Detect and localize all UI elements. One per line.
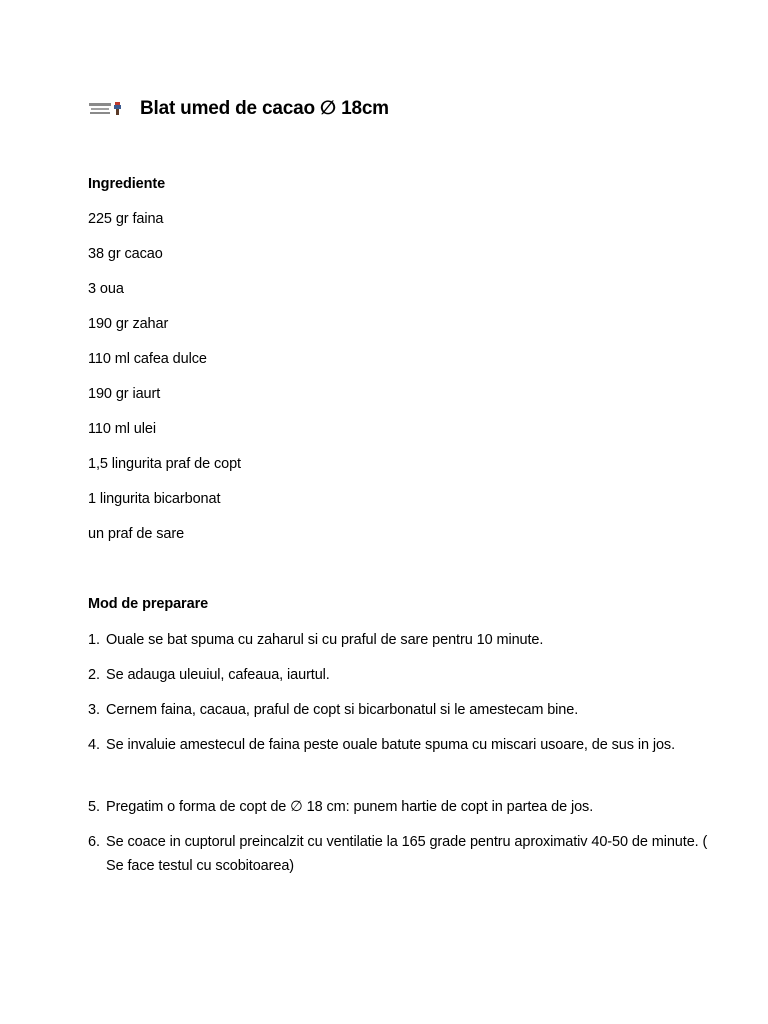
step-text: Se invaluie amestecul de faina peste ouale batute spuma cu miscari usoare, de sus in jos. <box>106 737 676 753</box>
step-text: Ouale se bat spuma cu zaharul si cu praful de sare pentru 10 minute. <box>106 632 544 648</box>
step-text: Se coace in cuptorul preincalzit cu ventilatie la 165 grade pentru aproximativ 40-50 de minute. ( Se face testul cu scobitoarea) <box>106 834 708 874</box>
step-text: Se adauga uleuiul, cafeaua, iaurtul. <box>106 667 330 683</box>
step-number: 4. <box>88 737 100 753</box>
step-number: 2. <box>88 667 100 683</box>
ingredient-item: 225 gr faina <box>88 211 164 227</box>
ingredient-item: 3 oua <box>88 281 124 297</box>
method-step <box>88 733 718 757</box>
ingredient-item: 190 gr zahar <box>88 316 169 332</box>
ingredient-item: 190 gr iaurt <box>88 386 161 402</box>
step-text: Pregatim o forma de copt de ∅ 18 cm: punem hartie de copt in partea de jos. <box>106 799 594 815</box>
method-step <box>88 663 718 687</box>
method-step <box>88 830 718 878</box>
method-step <box>88 628 718 652</box>
ingredient-item: un praf de sare <box>88 526 185 542</box>
method-heading: Mod de preparare <box>88 596 209 612</box>
step-number: 1. <box>88 632 100 648</box>
ingredient-item: 1 lingurita bicarbonat <box>88 491 221 507</box>
step-number: 6. <box>88 834 100 850</box>
method-step <box>88 698 718 722</box>
step-text: Cernem faina, cacaua, praful de copt si bicarbonatul si le amestecam bine. <box>106 702 579 718</box>
ingredients-heading: Ingrediente <box>88 176 166 192</box>
ingredient-item: 110 ml cafea dulce <box>88 351 207 367</box>
step-number: 5. <box>88 799 100 815</box>
ingredient-item: 110 ml ulei <box>88 421 156 437</box>
step-number: 3. <box>88 702 100 718</box>
recipe-title: Blat umed de cacao ∅ 18cm <box>140 98 389 119</box>
ingredient-item: 38 gr cacao <box>88 246 163 262</box>
cake-logo-icon <box>88 99 124 117</box>
method-step <box>88 795 718 819</box>
ingredient-item: 1,5 lingurita praf de copt <box>88 456 241 472</box>
